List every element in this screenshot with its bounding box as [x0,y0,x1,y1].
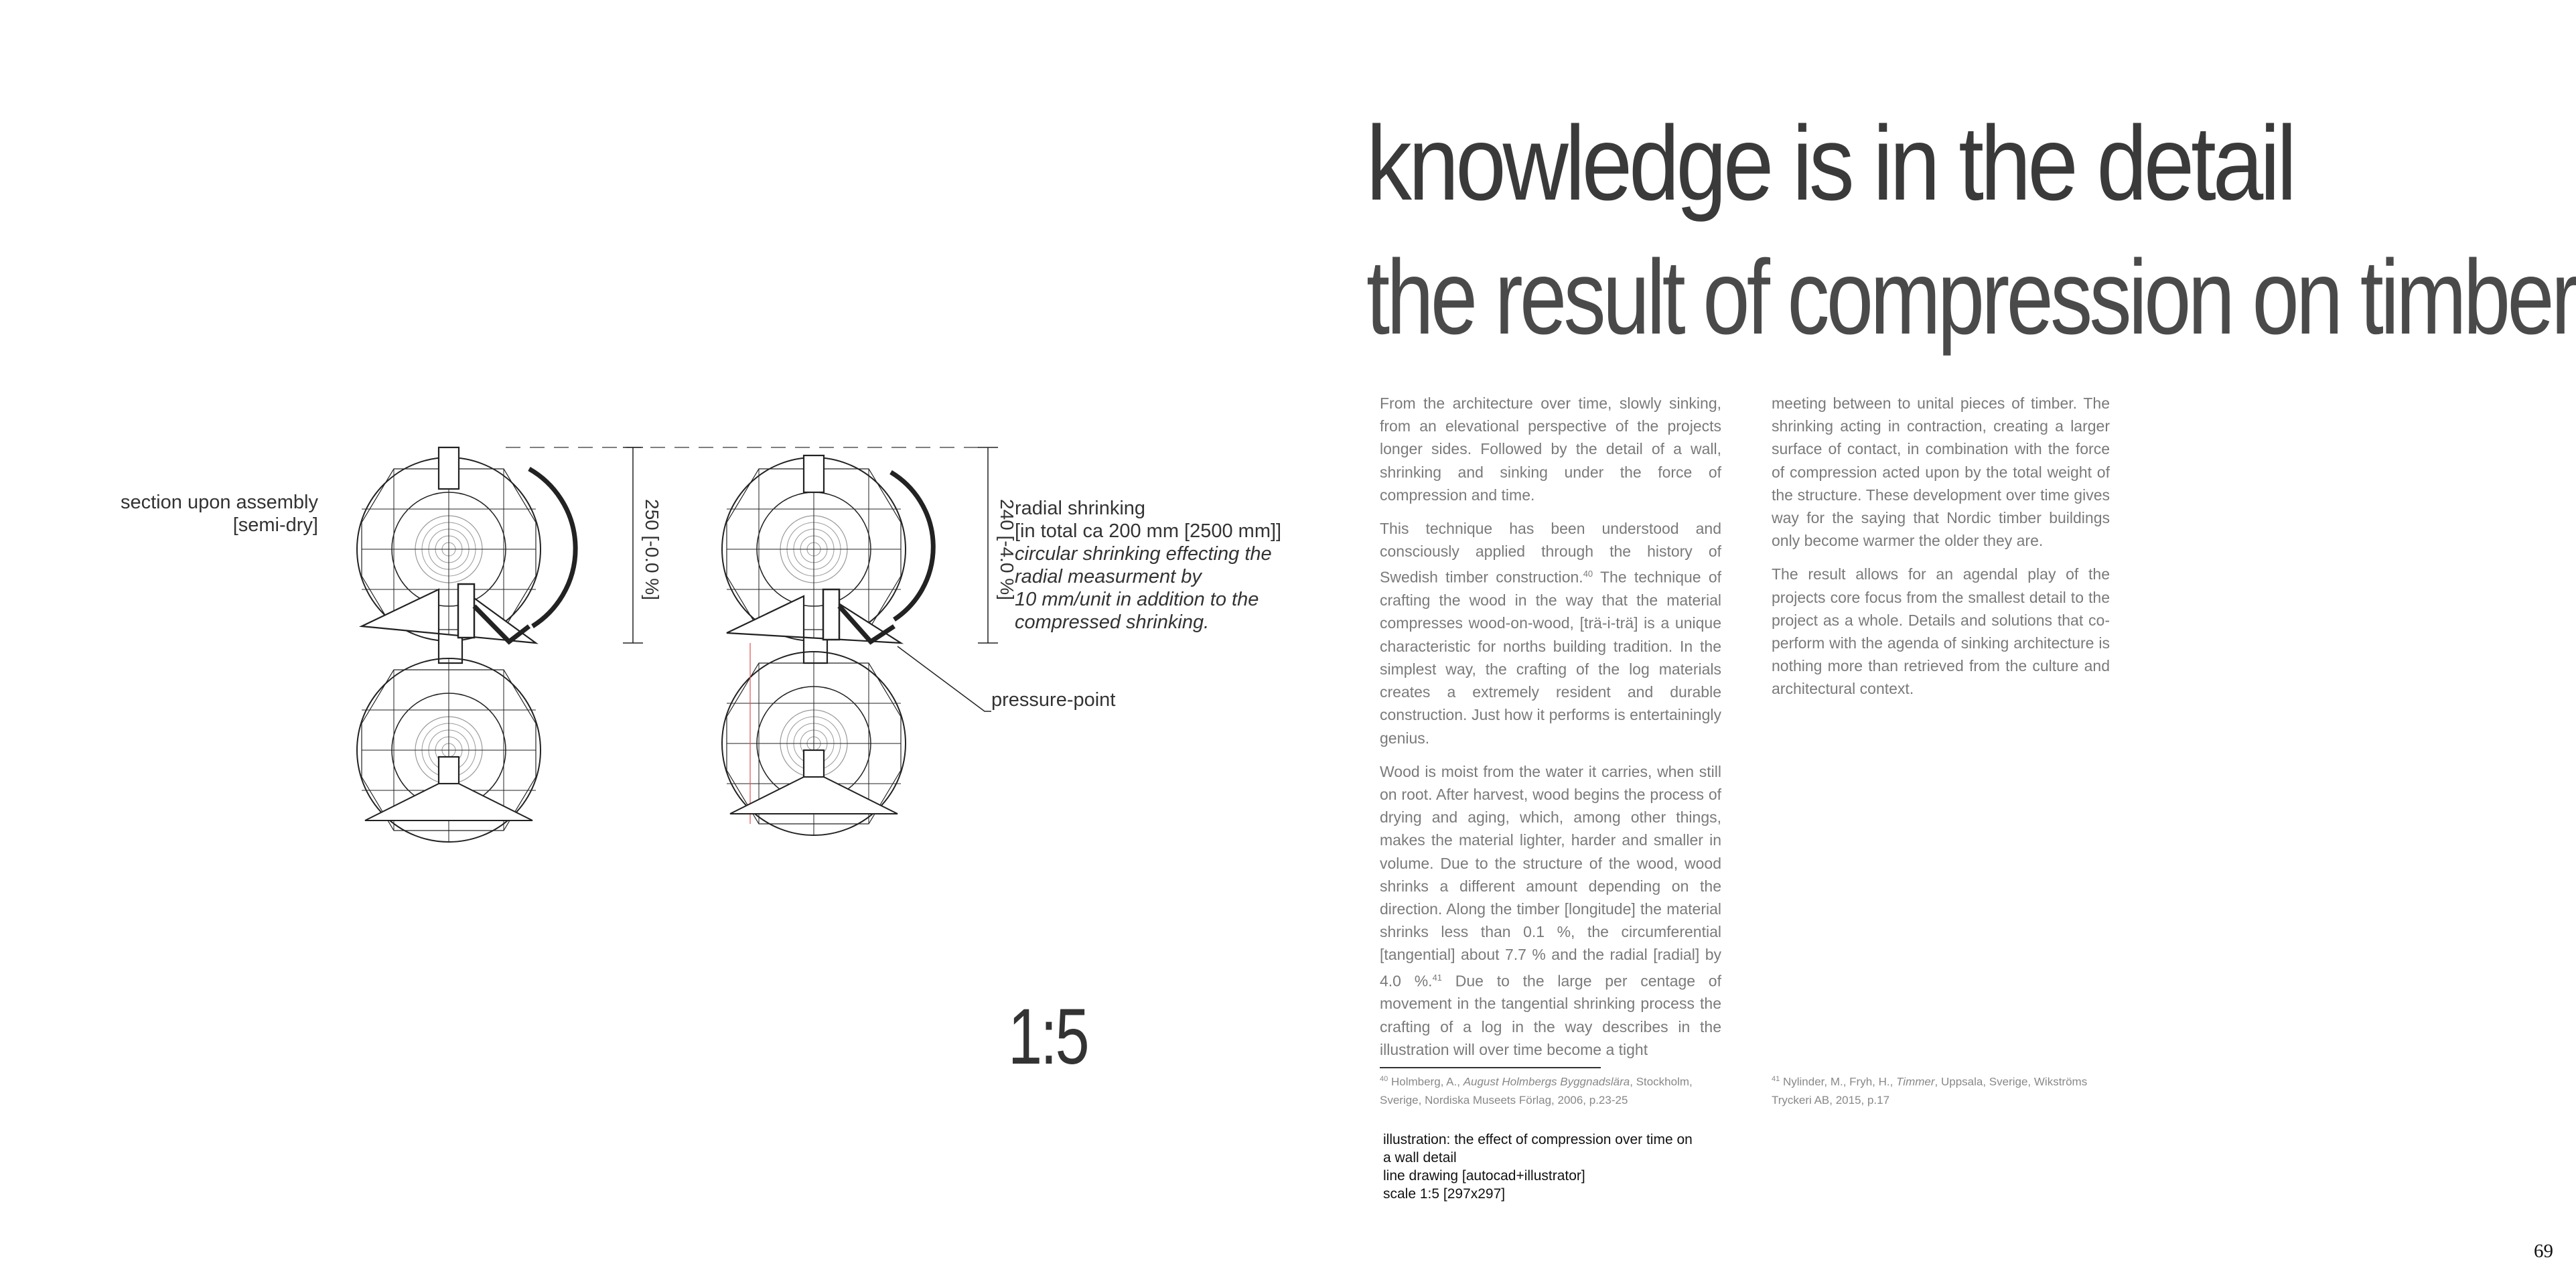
page-number: 69 [2534,1240,2553,1262]
footnote-divider [1380,1067,1601,1068]
caption-line: a wall detail [1383,1150,1457,1165]
paragraph-text: The technique of crafting the wood in the way that the material compresses wood-on-wood, [trä-i-trä] is a unique characteristic for norths building tradition. In the simplest way, the crafting of the log materials creates a extremely resident and durable construction. Just how it performs is entertainingly genius. [1380,569,1722,747]
radial-note-line: circular shrinking effecting the [1015,543,1272,565]
paragraph-text: This technique has been understood and consciously applied through the history of Swedish timber construction. [1380,520,1721,587]
paragraph [1380,760,1721,1061]
radial-note-line: radial measurment by [1015,566,1202,587]
body-column-2 [1772,392,2110,711]
page-subtitle: the result of compression on timber [1366,238,2576,356]
footnote-text: , Uppsala, Sverige, Wikströms Tryckeri AB, 2015, p.17 [1772,1075,2088,1106]
radial-note-line: compressed shrinking. [1015,612,1210,633]
body-column-1 [1380,392,1722,1058]
footnote-book-title: August Holmbergs Byggnadslära [1463,1075,1630,1088]
radial-label-line: [in total ca 200 mm [2500 mm]] [1015,520,1282,542]
paragraph [1380,517,1721,749]
paragraph: The result allows for an agendal play of the projects core focus from the smallest detail to the project as a whole. Details and solutions that co-perform with the agenda of sinking architecture is nothing more than retrieved from the culture and architectural context. [1772,565,2110,698]
caption-line: illustration: the effect of compression over time on [1383,1132,1693,1147]
scale-label: 1:5 [1008,993,1088,1081]
section-label-line: section upon assembly [121,492,318,513]
page-title: knowledge is in the detail [1366,104,2294,222]
footnote-book-title: Timmer [1896,1075,1935,1088]
footnote-ref: 40 [1583,569,1593,579]
caption-line: scale 1:5 [297x297] [1383,1186,1506,1202]
dimension-right-label: 240 [-4.0 %] [997,499,1017,600]
footnote-40 [1380,1070,1728,1109]
paragraph-text: From the architecture over time, slowly sinking, from an elevational perspective of the projects longer sides. Followed by the detail of a wall, shrinking and sinking under the force of compression and time. [1380,395,1721,504]
dimension-left-label: 250 [-0.0 %] [642,499,662,600]
footnote-text: Nylinder, M., Fryh, H., [1780,1075,1897,1088]
footnote-ref: 41 [1432,972,1443,983]
footnote-text: , Stockholm, Sverige, Nordiska Museets Förlag, 2006, p.23-25 [1380,1075,1693,1106]
radial-label-line: radial shrinking [1015,498,1146,519]
section-label-line: [semi-dry] [232,514,318,536]
caption-line: line drawing [autocad+illustrator] [1383,1168,1585,1184]
footnote-41 [1772,1070,2120,1109]
paragraph [1380,392,1721,506]
paragraph-text: Wood is moist from the water it carries, when still on root. After harvest, wood begins the process of drying and aging, which, among other things, makes the material lighter, harder and smaller in volume. Due to the structure of the wood, wood shrinks a different amount depending on the direction. Along the timber [longitude] the material shrinks less than 0.1 %, the circumferential [tangential] about 7.7 % and the radial [radial] by 4.0 %. [1380,762,1721,990]
radial-note-line: 10 mm/unit in addition to the [1015,589,1259,610]
footnote-text: Holmberg, A., [1388,1075,1463,1088]
paragraph: meeting between to unital pieces of timber. The shrinking acting in contraction, creating a larger surface of contact, in combination with the force of compression acted upon by the total weight of the structure. These development over time gives way for the saying that Nordic timber buildings only become warmer the older they are. [1772,395,2110,550]
radial-shrinking-label [1015,497,1281,634]
footnote-number: 40 [1380,1075,1388,1083]
paragraph-text: Due to the large per centage of movement in the tangential shrinking process the crafting of a log in the way describes in the illustration will over time become a tight [1380,972,1721,1058]
pressure-point-label: pressure-point [991,689,1116,711]
log-wall-section-drawing [0,0,1273,871]
section-upon-assembly-label [121,491,318,537]
illustration-caption [1383,1131,1693,1203]
footnote-number: 41 [1772,1075,1780,1083]
